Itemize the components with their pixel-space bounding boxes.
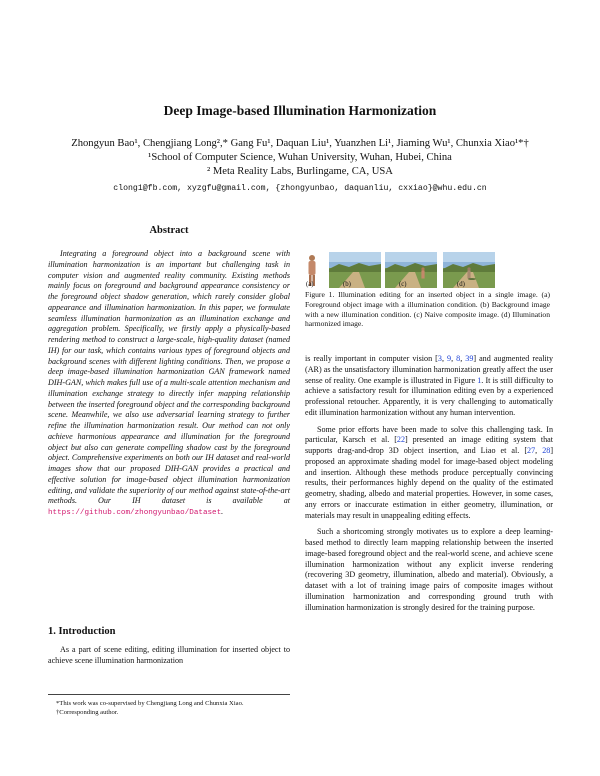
paragraph-1: is really important in computer vision [3, 9, 8, 39] and augmented reality (AR) as the unsatisfactory illumination harmonization greatly affect the user sense of reality. One example is illustrated in Figure 1. It is still difficulty to achieve a satisfactory result for illumination editing even by a experienced professional retoucher. Apparently, it is very challenging to automatically edit illumination harmonization without any human intervention. [305,354,554,417]
figure-label-a: (a) [306,281,314,288]
paragraph-2: Some prior efforts have been made to solve this challenging task. In particular, Karsch et al. [22] presented an image editing system that supports drag-and-drop 3D object insertion, and Liao et al. [27, 28] proposed an approximate shading model for image-based object modeling and insertion. Although these methods produce perceptually convincing results, their performances highly depend on the quality of the estimated geometry, shading, albedo and material properties. However, in some cases, any errors or inaccurate estimation in either geometry, illumination, or materials may result in unappealing editing effects. [305,424,554,520]
figure-label-c: (c) [399,281,407,288]
author-list: Zhongyun Bao¹, Chengjiang Long²,* Gang Fu¹, Daquan Liu¹, Yuanzhen Li¹, Jiaming Wu¹, Chunxia Xiao¹*† [71,138,529,149]
intro-body [48,645,290,667]
citation-link[interactable]: 9 [447,354,452,363]
figure-image-b [329,252,381,288]
footnote-corresponding: †Corresponding author. [56,709,119,716]
footnote-cosupervised: *This work was co-supervised by Chengjiang Long and Chunxia Xiao. [56,700,244,707]
intro-paragraph: As a part of scene editing, editing illumination for inserted object to achieve scene illumination harmonization [48,645,290,665]
citation-link[interactable]: 8 [456,354,461,363]
abstract-heading: Abstract [149,225,189,236]
paragraph-3: Such a shortcoming strongly motivates us to explore a deep learning-based method to directly learn mapping relationship between the inserted image-based foreground object and the real-world scene, and achieve scene illumination harmonization without any explicit inverse rendering (recovering 3D geometry, illumination, albedo and material). Obviously, a dataset with a lot of training image pairs of composite images without illumination harmonization and corresponding ground truth with illumination harmonization is strongly desired for the training purpose. [305,527,553,612]
figure-ref-link[interactable]: 1 [477,375,482,385]
intro-heading: 1. Introduction [48,626,116,637]
abstract-end: . [221,507,224,516]
figure-image-c [385,252,437,288]
paper-title: Deep Image-based Illumination Harmonization [163,103,437,118]
citation-link[interactable]: 22 [396,435,405,445]
dataset-link[interactable]: https://github.com/zhongyunbao/Dataset [48,509,222,517]
citation-link[interactable]: 28 [542,446,551,455]
figure-label-d: (d) [457,281,465,288]
affiliation-1: ¹School of Computer Science, Wuhan University, Wuhan, Hubei, China [148,152,452,163]
figure-image-d [443,252,495,288]
abstract-body [48,249,290,519]
citation-link[interactable]: 39 [465,354,474,363]
footnotes [48,694,290,717]
right-column-body [305,354,553,619]
author-emails: clong1@fb.com, xyzgfu@gmail.com, {zhongyunbao, daquanliu, cxxiao}@whu.edu.cn [113,184,487,193]
figure-caption: Figure 1. Illumination editing for an inserted object in a single image. (a) Foreground object image with a illumination condition. (b) Background image with a new illumination condition. (c) Naive composite image. (d) Illumination harmonized image. [305,290,550,329]
citation-link[interactable]: 27 [527,446,536,455]
citation-link[interactable]: 3 [437,354,442,363]
abstract-text: Integrating a foreground object into a background scene with illumination harmonization is an important but challenging task in computer vision and augmented reality community. Existing methods mainly focus on foreground and background appearance consistency or the foreground object shadow generation, which rarely consider global appearance and illumination harmonization. In this paper, we formulate seamless illumination harmonization as an illumination exchange and aggregation problem. Specifically, we firstly apply a physically-based rendering method to construct a large-scale, high-quality dataset (named IH) for our task, which contains various types of foreground objects and background scenes with different lighting conditions. Then, we propose a deep image-based illumination harmonization GAN framework named DIH-GAN, which makes full use of a multi-scale attention mechanism and illumination exchange strategy to directly infer mapping relationship between the inserted foreground object and the corresponding background scene. Meanwhile, we also use adversarial learning strategy to further refine the illumination harmonization result. Our method can not only achieve harmonious appearance and illumination for the foreground object but also can generate compelling shadow cast by the foreground object. Comprehensive experiments on both our IH dataset and real-world images show that our proposed DIH-GAN provides a practical and effective solution for image-based object illumination harmonization editing, and validate the superiority of our method against state-of-the-art methods. Our IH dataset is available at [48,249,290,506]
figure-label-b: (b) [343,281,351,288]
affiliation-2: ² Meta Reality Labs, Burlingame, CA, USA [207,166,393,177]
